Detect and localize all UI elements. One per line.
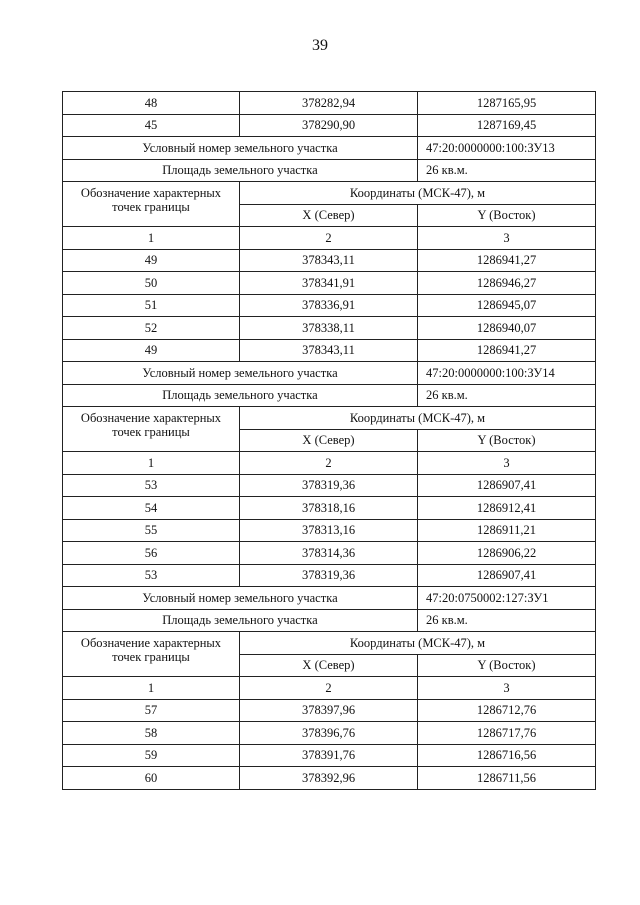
x-coordinate: 378318,16: [240, 497, 418, 520]
parcel-id-label: Условный номер земельного участка: [63, 362, 418, 385]
y-east-header: Y (Восток): [418, 204, 596, 227]
point-header: Обозначение характерных точек границы: [63, 407, 240, 452]
point-number: 60: [63, 767, 240, 790]
table-row: [63, 92, 596, 115]
parcel-id-row: [63, 137, 596, 160]
x-coordinate: 378338,11: [240, 317, 418, 340]
point-number: 48: [63, 92, 240, 115]
parcel-area-label: Площадь земельного участка: [63, 609, 418, 632]
table-row: [63, 339, 596, 362]
table-header-row: [63, 632, 596, 655]
parcel-id-label: Условный номер земельного участка: [63, 137, 418, 160]
point-number: 52: [63, 317, 240, 340]
table-header-row: [63, 407, 596, 430]
parcel-id-label: Условный номер земельного участка: [63, 587, 418, 610]
column-number: 1: [63, 677, 240, 700]
parcel-area-label: Площадь земельного участка: [63, 384, 418, 407]
parcel-area-value: 26 кв.м.: [418, 384, 596, 407]
y-coordinate: 1286912,41: [418, 497, 596, 520]
column-number: 3: [418, 452, 596, 475]
point-number: 53: [63, 474, 240, 497]
column-number: 1: [63, 452, 240, 475]
y-coordinate: 1286712,76: [418, 699, 596, 722]
x-coordinate: 378319,36: [240, 564, 418, 587]
column-numbering-row: [63, 452, 596, 475]
point-number: 55: [63, 519, 240, 542]
x-north-header: X (Север): [240, 429, 418, 452]
parcel-area-label: Площадь земельного участка: [63, 159, 418, 182]
parcel-id-value: 47:20:0000000:100:ЗУ14: [418, 362, 596, 385]
y-coordinate: 1287165,95: [418, 92, 596, 115]
point-number: 56: [63, 542, 240, 565]
y-coordinate: 1286946,27: [418, 272, 596, 295]
coordinates-header: Координаты (МСК-47), м: [240, 407, 596, 430]
page-number: 39: [312, 37, 328, 54]
y-coordinate: 1286941,27: [418, 339, 596, 362]
table-row: [63, 497, 596, 520]
column-number: 3: [418, 227, 596, 250]
x-coordinate: 378392,96: [240, 767, 418, 790]
y-coordinate: 1286940,07: [418, 317, 596, 340]
y-coordinate: 1286941,27: [418, 249, 596, 272]
x-coordinate: 378319,36: [240, 474, 418, 497]
column-number: 2: [240, 452, 418, 475]
parcel-id-row: [63, 362, 596, 385]
point-number: 54: [63, 497, 240, 520]
point-number: 58: [63, 722, 240, 745]
y-coordinate: 1286945,07: [418, 294, 596, 317]
point-number: 50: [63, 272, 240, 295]
column-numbering-row: [63, 227, 596, 250]
x-coordinate: 378314,36: [240, 542, 418, 565]
point-number: 45: [63, 114, 240, 137]
table-row: [63, 272, 596, 295]
point-header: Обозначение характерных точек границы: [63, 182, 240, 227]
parcel-area-row: [63, 384, 596, 407]
column-number: 2: [240, 677, 418, 700]
table-row: [63, 317, 596, 340]
point-number: 51: [63, 294, 240, 317]
y-east-header: Y (Восток): [418, 429, 596, 452]
coordinates-table: [62, 91, 596, 790]
parcel-id-row: [63, 587, 596, 610]
y-coordinate: 1286911,21: [418, 519, 596, 542]
table-row: [63, 744, 596, 767]
column-numbering-row: [63, 677, 596, 700]
table-header-row: [63, 182, 596, 205]
x-coordinate: 378282,94: [240, 92, 418, 115]
table-row: [63, 294, 596, 317]
point-number: 53: [63, 564, 240, 587]
x-coordinate: 378313,16: [240, 519, 418, 542]
x-coordinate: 378290,90: [240, 114, 418, 137]
x-coordinate: 378343,11: [240, 249, 418, 272]
parcel-area-value: 26 кв.м.: [418, 159, 596, 182]
parcel-area-row: [63, 159, 596, 182]
coordinates-header: Координаты (МСК-47), м: [240, 182, 596, 205]
point-header: Обозначение характерных точек границы: [63, 632, 240, 677]
y-east-header: Y (Восток): [418, 654, 596, 677]
point-number: 59: [63, 744, 240, 767]
table-row: [63, 564, 596, 587]
y-coordinate: 1286907,41: [418, 474, 596, 497]
y-coordinate: 1287169,45: [418, 114, 596, 137]
parcel-id-value: 47:20:0000000:100:ЗУ13: [418, 137, 596, 160]
point-number: 49: [63, 339, 240, 362]
table-row: [63, 767, 596, 790]
parcel-area-value: 26 кв.м.: [418, 609, 596, 632]
x-north-header: X (Север): [240, 204, 418, 227]
parcel-id-value: 47:20:0750002:127:ЗУ1: [418, 587, 596, 610]
x-coordinate: 378343,11: [240, 339, 418, 362]
coordinates-header: Координаты (МСК-47), м: [240, 632, 596, 655]
table-row: [63, 114, 596, 137]
x-coordinate: 378397,96: [240, 699, 418, 722]
y-coordinate: 1286711,56: [418, 767, 596, 790]
table-row: [63, 519, 596, 542]
column-number: 3: [418, 677, 596, 700]
y-coordinate: 1286906,22: [418, 542, 596, 565]
y-coordinate: 1286907,41: [418, 564, 596, 587]
table-row: [63, 722, 596, 745]
y-coordinate: 1286716,56: [418, 744, 596, 767]
x-coordinate: 378336,91: [240, 294, 418, 317]
x-coordinate: 378391,76: [240, 744, 418, 767]
table-row: [63, 542, 596, 565]
parcel-area-row: [63, 609, 596, 632]
x-coordinate: 378396,76: [240, 722, 418, 745]
column-number: 1: [63, 227, 240, 250]
y-coordinate: 1286717,76: [418, 722, 596, 745]
column-number: 2: [240, 227, 418, 250]
table-row: [63, 249, 596, 272]
x-north-header: X (Север): [240, 654, 418, 677]
table-row: [63, 474, 596, 497]
point-number: 57: [63, 699, 240, 722]
table-row: [63, 699, 596, 722]
x-coordinate: 378341,91: [240, 272, 418, 295]
point-number: 49: [63, 249, 240, 272]
